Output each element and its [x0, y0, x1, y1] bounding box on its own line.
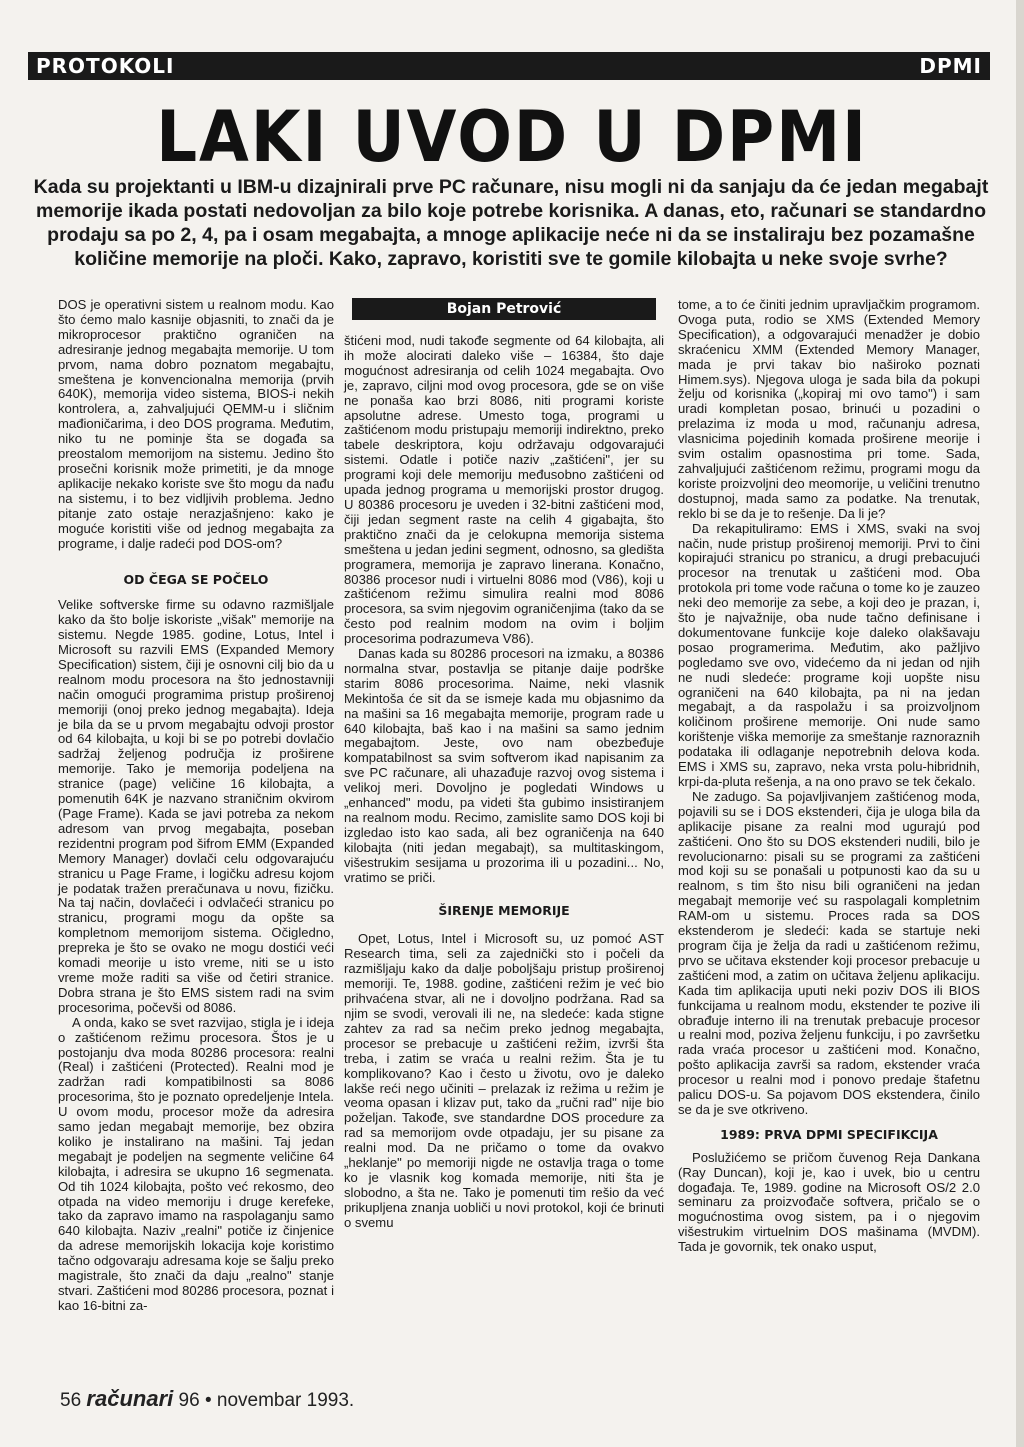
section-heading: ŠIRENJE MEMORIJE [438, 902, 570, 918]
column-1 [58, 298, 334, 1314]
section-header-bar [28, 52, 990, 80]
paragraph: Danas kada su 80286 procesori na izmaku, a 80386 normalna stvar, postavlja se pitanje daije podrške starim 8086 procesorima. Naime, neki vlasnik Mekintoša će sit da se ismeje kada mu objasnimo da na mašini sa 16 megabajta memorije, program rade u 640 kilobajta, baš kao i na mašini sa samo jednim megabajtom. Jeste, ovo nam obezbeđuje kompatabilnost sa svim softverom ikad napisanim za sve PC računare, ali uhazađuje razvoj ovog sistema i velikoj meri. Dovoljno je pogledati Windows u „enhanced" modu, pa videti šta gubimo insistiranjem na realnom modu. Recimo, zamislite samo DOS koji bi izgledao isto kao sada, ali bez ograničenja na 640 kilobajta (niti jedan megabajt), sa multitaskingom, višestrukim sesijama u prozorima ili u pozadini... No, vratimo se priči. [344, 646, 664, 885]
section-label: PROTOKOLI [36, 54, 175, 78]
issue-date: novembar 1993. [216, 1390, 355, 1411]
column-2 [344, 298, 664, 1231]
paragraph: štićeni mod, nudi takođe segmente od 64 kilobajta, ali ih može alocirati daleko više – 16384, što daje mogućnost adresiranja od celih 1024 megabajta. Ovo je, zapravo, ciljni mod ovog procesora, gde se on više ne ponaša kao brzi 8086, niti programi koriste apsolutne adrese. Umesto toga, programi u zaštićenom modu pristupaju memoriji indirektno, preko tabele deskriptora, koju održavaju odgovarajući sistemi. Odatle i potiče naziv „zaštićeni", jer su programi koji dele memoriju međusobno zaštićeni od upada jednog programa u memorijski prostor drugog. U 80386 procesoru je uveden i 32-bitni zaštićeni mod, čiji jedan segment raste na celih 4 gigabajta, što praktično znači da je celokupna memorija sistema smeštena u jedan jedini segment, odnosno, sa gledišta programera, memorija je zapravo linerana. Konačno, 80386 procesor nudi i virtuelni 8086 mod (V86), koji u zaštićenom režimu simulira realni mod 8086 procesora, sa svim njegovim ograničenjima (tako da se često pod realnim modom na ovim i boljim procesorima podrazumeva V86). [344, 333, 664, 647]
topic-label: DPMI [919, 54, 982, 78]
author-byline: Bojan Petrović [352, 298, 656, 320]
paragraph: A onda, kako se svet razvijao, stigla je i ideja o zaštićenom režimu procesora. Štos je u postojanju dva moda 80286 procesora: realni (Real) i zaštićeni (Protected). Realni mod je zadržan radi kompatibilnosti sa 8086 procesorima, što je poznato opredeljenje Intela. U ovom modu, procesor može da adresira samo jedan megabajt memorije, bez obzira koliko je instalirano na mašini. Taj jedan megabajt je podeljen na segmente veličine 64 kilobajta, i adresira se ukupno 16 segmenata. Od tih 1024 kilobajta, pošto već rekosmo, deo otpada na video memoriju i druge kerefeke, tako da zapravo imamo na raspolaganju samo 640 kilobajta. Naziv „realni" potiče iz činjenice da adrese memorijskih lokacija koje koristimo tačno odgovaraju adresama koje se šalju preko magistrale, što znači da daju „realno" stanje stvari. Zaštićeni mod 80286 procesora, poznat i kao 16-bitni za- [58, 1014, 334, 1313]
issue-number: 96 [178, 1390, 200, 1411]
page-edge [1016, 0, 1024, 1447]
paragraph: Ne zadugo. Sa pojavljivanjem zaštićenog moda, pojavili su se i DOS ekstenderi, čija je uloga bila da aplikacije pisane za realni mod ugurajú pod zaštićeni. Ono što su DOS ekstenderi nudili, bilo je revolucionarno: pisali su se programi za zaštićeni mod koji su se ponašali u potpunosti kao da su u realnom, s tim što nisu bili ograničeni na jedan megabajt memorije već su raspolagali kompletnim RAM-om u sistemu. Proces rada sa DOS ekstenderom je sledeći: kada se startuje neki program čija je želja da radi u zaštićenom režimu, prvo se učitava ekstender koji procesor prebacuje u zaštićeni mod, a zatim on učitava željenu aplikaciju. Kada tim aplikacija uputi neki poziv DOS ili BIOS funkcijama u realnom modu, ekstender te pozive ili obrađuje interno ili na trenutak prebacuje procesor u realni mod, poziva željenu funkciju, i po završetku rada vraća procesor u zaštićeni mod. Konačno, pošto aplikacija završi sa radom, ekstender vraća procesor u realni mod i ponovo predaje štafetnu palicu DOS-u. Sa pojavom DOS ekstendera, činilo se da je sve otkriveno. [678, 788, 980, 1117]
section-heading: 1989: PRVA DPMI SPECIFIKCIJA [720, 1126, 938, 1142]
paragraph: DOS je operativni sistem u realnom modu. Kao što ćemo malo kasnije objasniti, to znači da je mikroprocesor praktično ograničen na adresiranje jednog megabajta memorije. U tom prvom, nama dobro poznatom megabajtu, smeštena je konvencionalna memorija (prvih 640K), memorija video sistema, BIOS-i nekih kontrolera, a, zahvaljujući QEMM-u i sličnim mađioničarima, i deo DOS programa. Međutim, niko tu ne pominje šta se događa sa preostalom memorijom na sistemu. Jedino što prosečni korisnik može primetiti, je da mnoge aplikacije nekako koriste sve što mogu da nađu na sistemu, i to bez vidljivih problema. Jedno pitanje zato ostaje nerazjašnjeno: kako je moguće koristiti više od jednog megabajta za programe, i dalje radeći pod DOS-om? [58, 297, 334, 551]
paragraph: Da rekapituliramo: EMS i XMS, svaki na svoj način, nude pristup proširenoj memoriji. Prvi to čini kopirajući stranicu po stranicu, a drugi prebacujući procesor na trenutak u zaštićeni mod. Oba protokola pri tome vode računa o tome ko je zauzeo neki deo memorije za sebe, a koji deo je prazan, i, što je najvažnije, oba nude tačno definisane i dokumentovane funkcije koje daleko olakšavaju posao programerima. Međutim, ako pažljivo pogledamo sve ovo, videćemo da ni jedan od njih ne nudi sledeće: programe koji uopšte nisu ograničeni na 640 kilobajta, pa ni na jedan megabajt, a da raspolažu i sa proizvoljnom količinom proširene memorije. Oni nude samo korištenje viška memorije za smeštanje raznoraznih podataka ili odlaganje nepotrebnih delova koda. EMS i XMS su, zapravo, neka vrsta polu-hibridnih, krpi-da-pluta rešenja, a na ono pravo se tek čekalo. [678, 520, 980, 789]
bullet-separator: • [204, 1390, 212, 1411]
paragraph: Poslužićemo se pričom čuvenog Reja Dankana (Ray Duncan), koji je, kao i uvek, bio u centru događaja. Te, 1989. godine na Microsoft OS/2 2.0 seminaru za proizvođače softvera, pričalo se o mogućnostima ovog sistem, pa i o njegovim višestrukim virtuelnim DOS mašinama (MVDM). Tada je govornik, tek onako usput, [678, 1149, 980, 1255]
page-number: 56 [60, 1390, 82, 1411]
article-lead: Kada su projektanti u IBM-u dizajnirali prve PC računare, nisu mogli ni da sanjaju da će jedan megabajt memorije ikada postati nedovoljan za bilo koje potrebe korisnika. A danas, eto, računari se standardno prodaju sa po 2, 4, pa i osam megabajta, a mnoge aplikacije neće ni da se instaliraju bez pozamašne količine memorije na ploči. Kako, zapravo, koristiti sve te gomile kilobajta u neke svoje svrhe? [33, 176, 989, 270]
article-title: LAKI UVOD U DPMI [156, 96, 868, 178]
paragraph: tome, a to će činiti jednim upravljačkim programom. Ovoga puta, rodio se XMS (Extended Memory Specification), a odgovarajući menadžer je dobio skraćenicu XMM (Extended Memory Manager, mada je prvi takav bio naširoko poznati Himem.sys). Njegova uloga je sada bila da pokupi želju od korisnika („kopiraj mi ovo tamo") i sam uradi kompletan posao, brinući u pozadini o prelazima iz moda u mod, računanju adresa, vlasnicima pojedinih komada proširene meorije i svim ostalim opasnostima pri tome. Sada, zahvaljujući zaštićenom režimu, programi mogu da koriste proizvoljni deo meomorije, u veličini trenutno dostupnoj, mada samo za podatke. Na trenutak, reklo bi se da je to rešenje. Da li je? [678, 297, 980, 521]
column-3 [678, 298, 980, 1255]
magazine-name: računari [86, 1386, 174, 1411]
paragraph: Velike softverske firme su odavno razmišljale kako da što bolje iskoriste „višak" memorije na sistemu. Negde 1985. godine, Lotus, Intel i Microsoft su razvili EMS (Expanded Memory Specification) sistem, čiji je osnovni cilj bio da u realnom modu procesora na što jednostavniji način omogući programima pristup proširenoj memoriji (onoj preko jednog megabajta). Ideja je bila da se u prvom megabajtu odvoji prostor od 64 kilobajta, u koji bi se po potrebi dovlačio sadržaj željenog područja iz proširene memorije. Tako je memorija podeljena na stranice (page) veličine 16 kilobajta, a pomenutih 64K je nazvano straničnim okvirom (Page Frame). Kada se javi potreba za nekom adresom van prvog megabajta, poseban rezidentni program pod šifrom EMM (Expanded Memory Manager) dovlači celu odgovarajuću stranicu u Page Frame, i logičku adresu kojom je podatak tražen preračunava u novu, fizičku. Na taj način, dovlačeći i odvlačeći stranicu po stranicu, programi mogu da opšte sa kompletnom memorijom sistema. Očigledno, prepreka je što se ovako ne mogu dostići veći komadi meorije u isto vreme, niti se u isto vreme može raditi sa više od četiri stranice. Dobra strana je što EMS sistem radi na svim procesorima, počevši od 8086. [58, 597, 334, 1015]
page-footer [60, 1386, 354, 1412]
paragraph: Opet, Lotus, Intel i Microsoft su, uz pomoć AST Research tima, seli za zajednički sto i počeli da razmišljaju kako da dalje poboljšaju pristup proširenoj memoriji. Te, 1988. godine, zaštićeni režim je već bio prihvaćena stvar, ali ne i dovoljno podržana. Rad sa njim se svodi, verovali ili ne, na sledeće: kada stigne zahtev za rad sa nečim preko jednog megabajta, procesor se prebacuje u zaštićeni režim, izvrši šta treba, i zatim se vraća u realni režim. Šta je tu komplikovano? Kao i često u životu, ovo je daleko lakše reći nego učiniti – prelazak iz režima u režim je veoma opasan i klizav put, tako da „ručni rad" nije bio poželjan. Takođe, sve standardne DOS procedure za rad sa memorijom ovde otpadaju, jer su pisane za realni mod. Da ne pričamo o tome da ovakvo „heklanje" po memoriji nigde ne ostavlja traga o tome ko je vlasnik kog komada memorije, niti šta je slobodno, a šta ne. Tako je pomenuti tim rešio da već prikupljena znanja uobliči u novi protokol, koji će brinuti o svemu [344, 931, 664, 1230]
section-heading: OD ČEGA SE POČELO [123, 572, 269, 588]
